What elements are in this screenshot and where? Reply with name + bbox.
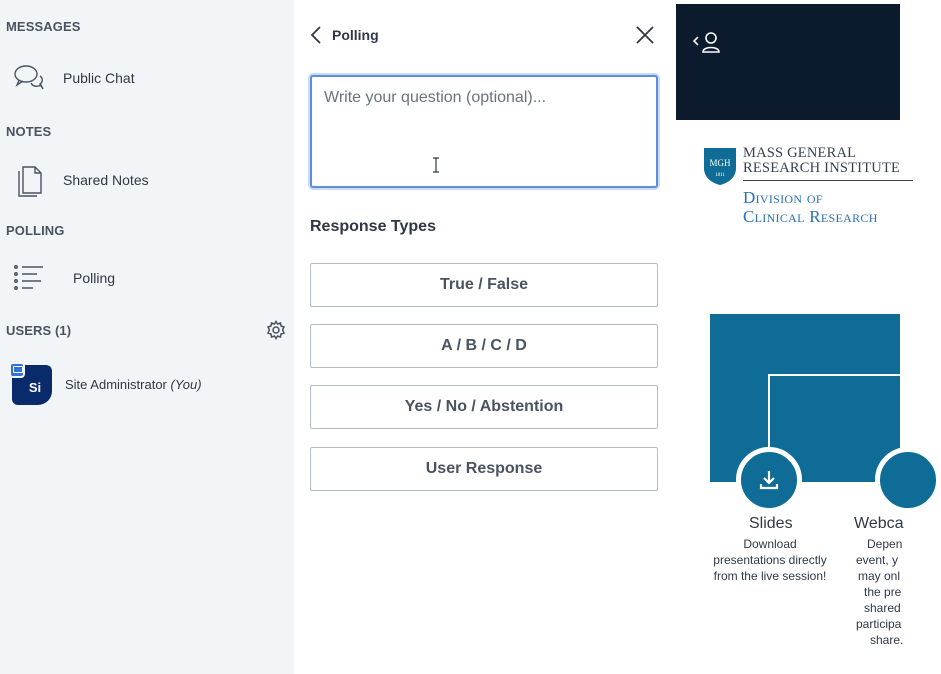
presenter-icon xyxy=(9,362,25,378)
users-section-title: USERS (1) xyxy=(6,323,72,338)
webcam-icon xyxy=(875,447,941,513)
polling-section-title: POLLING xyxy=(6,223,65,238)
close-panel-button[interactable] xyxy=(634,24,656,46)
logo-text xyxy=(743,146,900,176)
user-you-label: (You) xyxy=(170,377,202,392)
notes-section-title: NOTES xyxy=(6,124,52,139)
sidebar-item-shared-notes[interactable] xyxy=(0,158,294,202)
feature-description: Depen event, y may onl the pre shared participa share. xyxy=(856,537,904,647)
panel-title: Polling xyxy=(332,27,379,43)
division-text xyxy=(743,188,878,226)
list-icon xyxy=(12,261,46,295)
user-list-icon xyxy=(692,30,724,56)
sidebar-item-polling[interactable] xyxy=(0,256,294,300)
user-name-text: Site Administrator xyxy=(65,377,167,392)
user-list-item[interactable] xyxy=(0,364,294,410)
close-icon xyxy=(634,24,656,46)
feature-title: Slides xyxy=(749,515,793,532)
notes-icon xyxy=(12,163,46,197)
response-types-title: Response Types xyxy=(310,218,436,235)
response-abcd-button[interactable]: A / B / C / D xyxy=(310,324,658,368)
user-list-sidebar xyxy=(0,0,294,674)
feature-title: Webca xyxy=(854,515,904,532)
chevron-left-icon xyxy=(310,26,322,44)
feature-description: Download presentations directly from the live session! xyxy=(713,537,827,583)
diagram-connector xyxy=(769,374,909,376)
logo-line-1: MASS GENERAL xyxy=(743,145,857,161)
sidebar-item-label: Shared Notes xyxy=(63,172,149,188)
response-yes-no-abstention-button[interactable]: Yes / No / Abstention xyxy=(310,385,658,429)
svg-text:MGH: MGH xyxy=(709,158,731,168)
logo-line-2: RESEARCH INSTITUTE xyxy=(743,160,901,176)
toggle-user-list-button[interactable] xyxy=(692,30,724,56)
presentation-header xyxy=(676,4,900,120)
chat-icon xyxy=(12,61,46,95)
messages-section-title: MESSAGES xyxy=(6,19,81,34)
sidebar-item-label: Public Chat xyxy=(63,70,135,86)
response-true-false-button[interactable]: True / False xyxy=(310,263,658,307)
slide-diagram-block xyxy=(710,314,900,482)
svg-text:1811: 1811 xyxy=(715,173,725,178)
division-line-2: Clinical Research xyxy=(743,207,878,226)
gear-icon[interactable] xyxy=(266,320,286,340)
avatar-initials: Si xyxy=(28,379,42,395)
avatar xyxy=(12,365,52,405)
division-line-1: Division of xyxy=(743,188,823,207)
sidebar-item-label: Polling xyxy=(73,270,116,286)
poll-question-input[interactable] xyxy=(310,75,658,188)
user-name xyxy=(65,377,202,392)
mgh-logo xyxy=(702,146,738,186)
logo-divider xyxy=(743,180,913,181)
diagram-connector xyxy=(768,374,770,450)
polling-back-button[interactable] xyxy=(310,24,410,46)
sidebar-item-public-chat[interactable] xyxy=(0,56,294,100)
response-user-response-button[interactable]: User Response xyxy=(310,447,658,491)
presentation-area xyxy=(676,0,904,674)
download-icon xyxy=(736,447,802,513)
